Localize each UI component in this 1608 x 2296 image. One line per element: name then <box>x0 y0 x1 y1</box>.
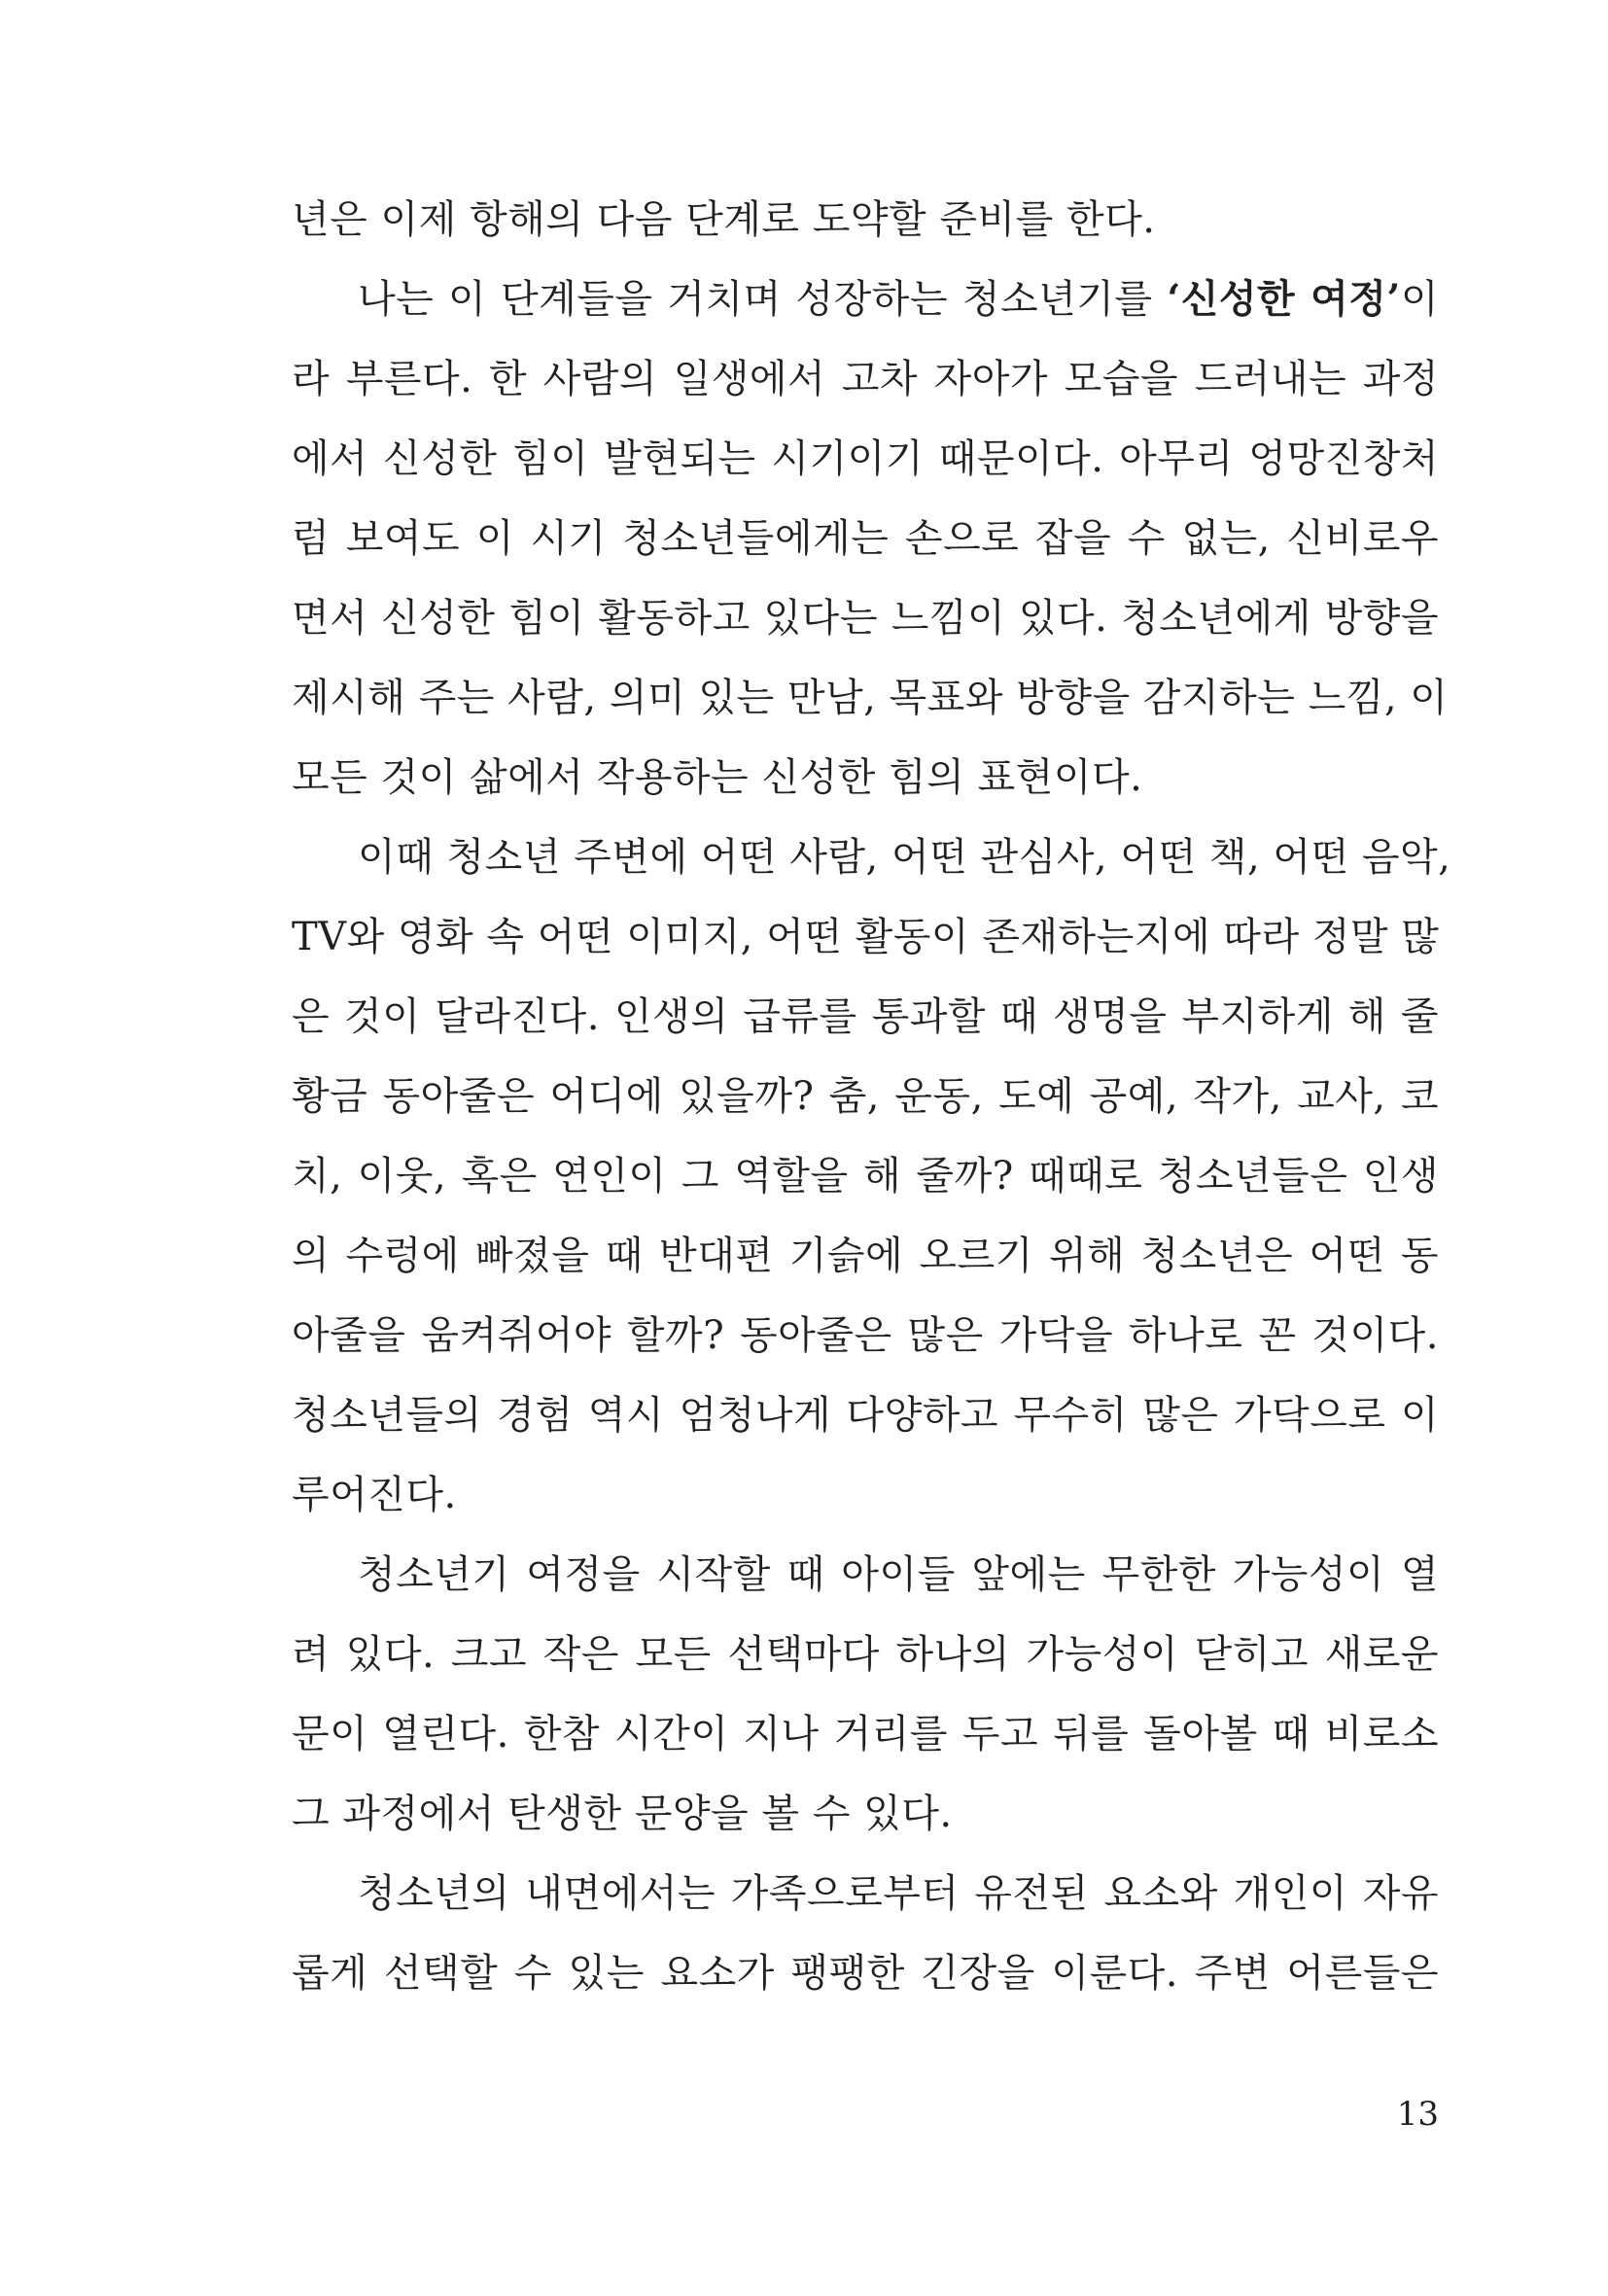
text-line: 그 과정에서 탄생한 문양을 볼 수 있다. <box>292 1792 953 1836</box>
text-line: 라 부른다. 한 사람의 일생에서 고차 자아가 모습을 드러내는 과정 <box>292 357 1439 401</box>
text-line: 의 수렁에 빠졌을 때 반대편 기슭에 오르기 위해 청소년은 어떤 동 <box>292 1234 1439 1278</box>
emphasized-term: ‘신성한 여정’ <box>1167 276 1401 322</box>
text-line: 롭게 선택할 수 있는 요소가 팽팽한 긴장을 이룬다. 주변 어른들은 <box>292 1951 1439 1996</box>
text-segment: 나는 이 단계들을 거치며 성장하는 청소년기를 <box>358 277 1168 322</box>
text-line: 아줄을 움켜쥐어야 할까? 동아줄은 많은 가닥을 하나로 꼰 것이다. <box>292 1313 1439 1358</box>
paragraph-first-line: 청소년의 내면에서는 가족으로부터 유전된 요소와 개인이 자유 <box>358 1871 1439 1916</box>
paragraph-first-line: 이때 청소년 주변에 어떤 사람, 어떤 관심사, 어떤 책, 어떤 음악, <box>358 835 1451 880</box>
text-segment: 이 <box>1400 277 1439 322</box>
text-line: 에서 신성한 힘이 발현되는 시기이기 때문이다. 아무리 엉망진창처 <box>292 436 1439 481</box>
text-line: 럼 보여도 이 시기 청소년들에게는 손으로 잡을 수 없는, 신비로우 <box>292 516 1439 561</box>
text-line: TV와 영화 속 어떤 이미지, 어떤 활동이 존재하는지에 따라 정말 많 <box>292 915 1440 959</box>
text-line: 제시해 주는 사람, 의미 있는 만남, 목표와 방향을 감지하는 느낌, 이 <box>292 676 1449 720</box>
text-line: 면서 신성한 힘이 활동하고 있다는 느낌이 있다. 청소년에게 방향을 <box>292 596 1439 641</box>
text-line: 문이 열린다. 한참 시간이 지나 거리를 두고 뒤를 돌아볼 때 비로소 <box>292 1712 1439 1757</box>
text-line: 루어진다. <box>292 1473 457 1517</box>
text-line: 려 있다. 크고 작은 모든 선택마다 하나의 가능성이 닫히고 새로운 <box>292 1632 1439 1677</box>
text-line: 치, 이웃, 혹은 연인이 그 역할을 해 줄까? 때때로 청소년들은 인생 <box>292 1154 1439 1199</box>
text-line: 청소년들의 경험 역시 엄청나게 다양하고 무수히 많은 가닥으로 이 <box>292 1393 1439 1438</box>
text-line: 은 것이 달라진다. 인생의 급류를 통과할 때 생명을 부지하게 해 줄 <box>292 994 1439 1039</box>
page-number: 13 <box>1396 2095 1439 2134</box>
paragraph-first-line: 청소년기 여정을 시작할 때 아이들 앞에는 무한한 가능성이 열 <box>358 1552 1439 1597</box>
text-line: 년은 이제 항해의 다음 단계로 도약할 준비를 한다. <box>292 197 1156 242</box>
text-line: 모든 것이 삶에서 작용하는 신성한 힘의 표현이다. <box>292 755 1143 800</box>
text-line: 황금 동아줄은 어디에 있을까? 춤, 운동, 도예 공예, 작가, 교사, 코 <box>292 1074 1439 1119</box>
body-text <box>292 180 1451 2013</box>
paragraph-first-line <box>292 260 1439 339</box>
